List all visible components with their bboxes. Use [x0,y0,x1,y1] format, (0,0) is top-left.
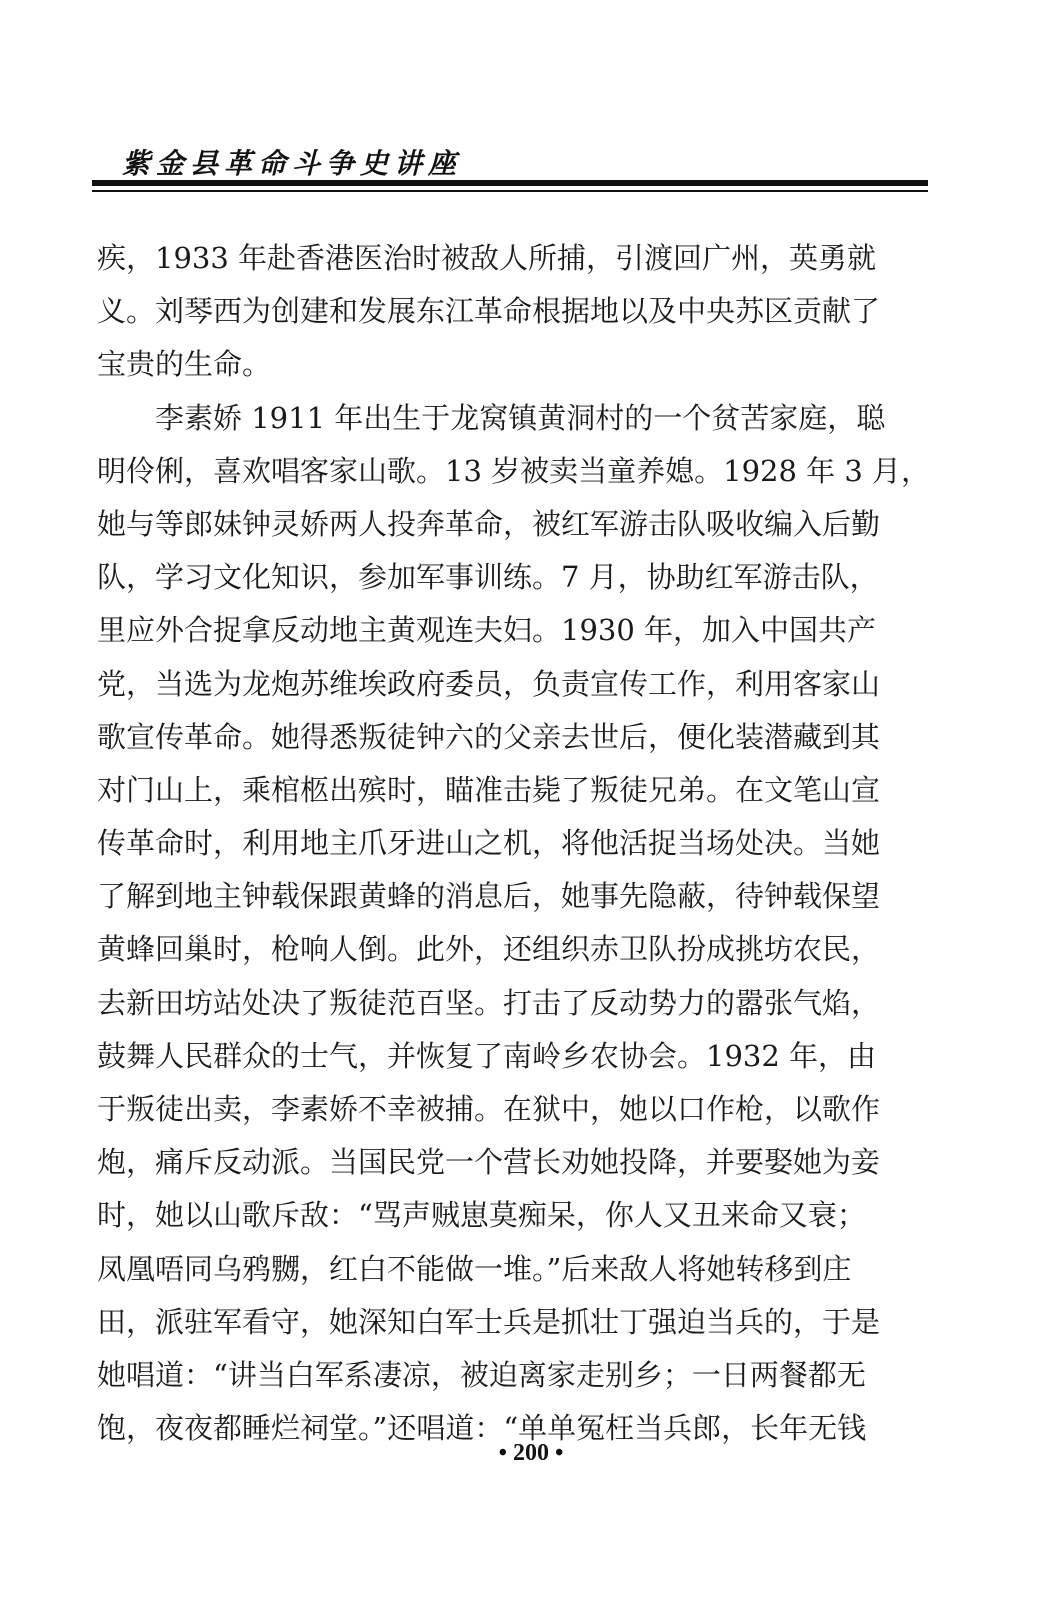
text-line: 鼓舞人民群众的士气，并恢复了南岭乡农协会。1932 年，由 [97,1038,877,1073]
text-line: 炮，痛斥反动派。当国民党一个营长劝她投降，并要娶她为妾 [97,1145,881,1180]
header-rule-thin [92,190,928,192]
text-line: 了解到地主钟载保跟黄蜂的消息后，她事先隐蔽，待钟载保望 [97,879,881,914]
text-line: 于叛徒出卖，李素娇不幸被捕。在狱中，她以口作枪，以歌作 [97,1092,881,1126]
header-rule-thick [92,180,928,186]
page-number: • 200 • [498,1440,564,1466]
text-line: 田，派驻军看守，她深知白军士兵是抓壮丁强迫当兵的，于是 [97,1304,881,1339]
text-line: 她与等郎妹钟灵娇两人投奔革命，被红军游击队吸收编入后勤 [97,506,881,541]
text-line: 时，她以山歌斥敌：“骂声贼崽莫痴呆，你人又丑来命又衰； [97,1198,866,1233]
text-line: 对门山上，乘棺柩出殡时，瞄准击毙了叛徒兄弟。在文笔山宣 [97,772,881,807]
text-line: 她唱道：“讲当白军系凄凉，被迫离家走别乡；一日两餐都无 [97,1357,866,1392]
text-line: 疾，1933 年赴香港医治时被敌人所捕，引渡回广州，英勇就 [97,241,877,275]
text-line: 义。刘琴西为创建和发展东江革命根据地以及中央苏区贡献了 [97,294,881,329]
text-line: 里应外合捉拿反动地主黄观连夫妇。1930 年，加入中国共产 [97,613,877,648]
body-text [97,232,935,1455]
text-line: 传革命时，利用地主爪牙进山之机，将他活捉当场处决。当她 [97,826,881,861]
paragraph-start-line: 李素娇 1911 年出生于龙窝镇黄洞村的一个贫苦家庭，聪 [155,400,886,435]
text-line: 去新田坊站处决了叛徒范百坚。打击了反动势力的嚣张气焰， [97,985,881,1020]
text-line: 黄蜂回巢时，枪响人倒。此外，还组织赤卫队扮成挑坊农民， [97,932,881,967]
text-line: 凤凰唔同乌鸦嬲，红白不能做一堆。”后来敌人将她转移到庄 [97,1251,852,1286]
text-line: 明伶俐，喜欢唱客家山歌。13 岁被卖当童养媳。1928 年 3 月， [97,453,931,488]
text-line: 宝贵的生命。 [97,347,272,382]
text-line: 队，学习文化知识，参加军事训练。7 月，协助红军游击队， [97,560,879,595]
text-line: 饱，夜夜都睡烂祠堂。”还唱道：“单单冤枉当兵郎，长年无钱 [97,1411,867,1446]
running-header-title: 紫金县革命斗争史讲座 [122,147,463,180]
text-line: 歌宣传革命。她得悉叛徒钟六的父亲去世后，便化装潜藏到其 [97,719,881,754]
text-line: 党，当选为龙炮苏维埃政府委员，负责宣传工作，利用客家山 [97,666,881,701]
